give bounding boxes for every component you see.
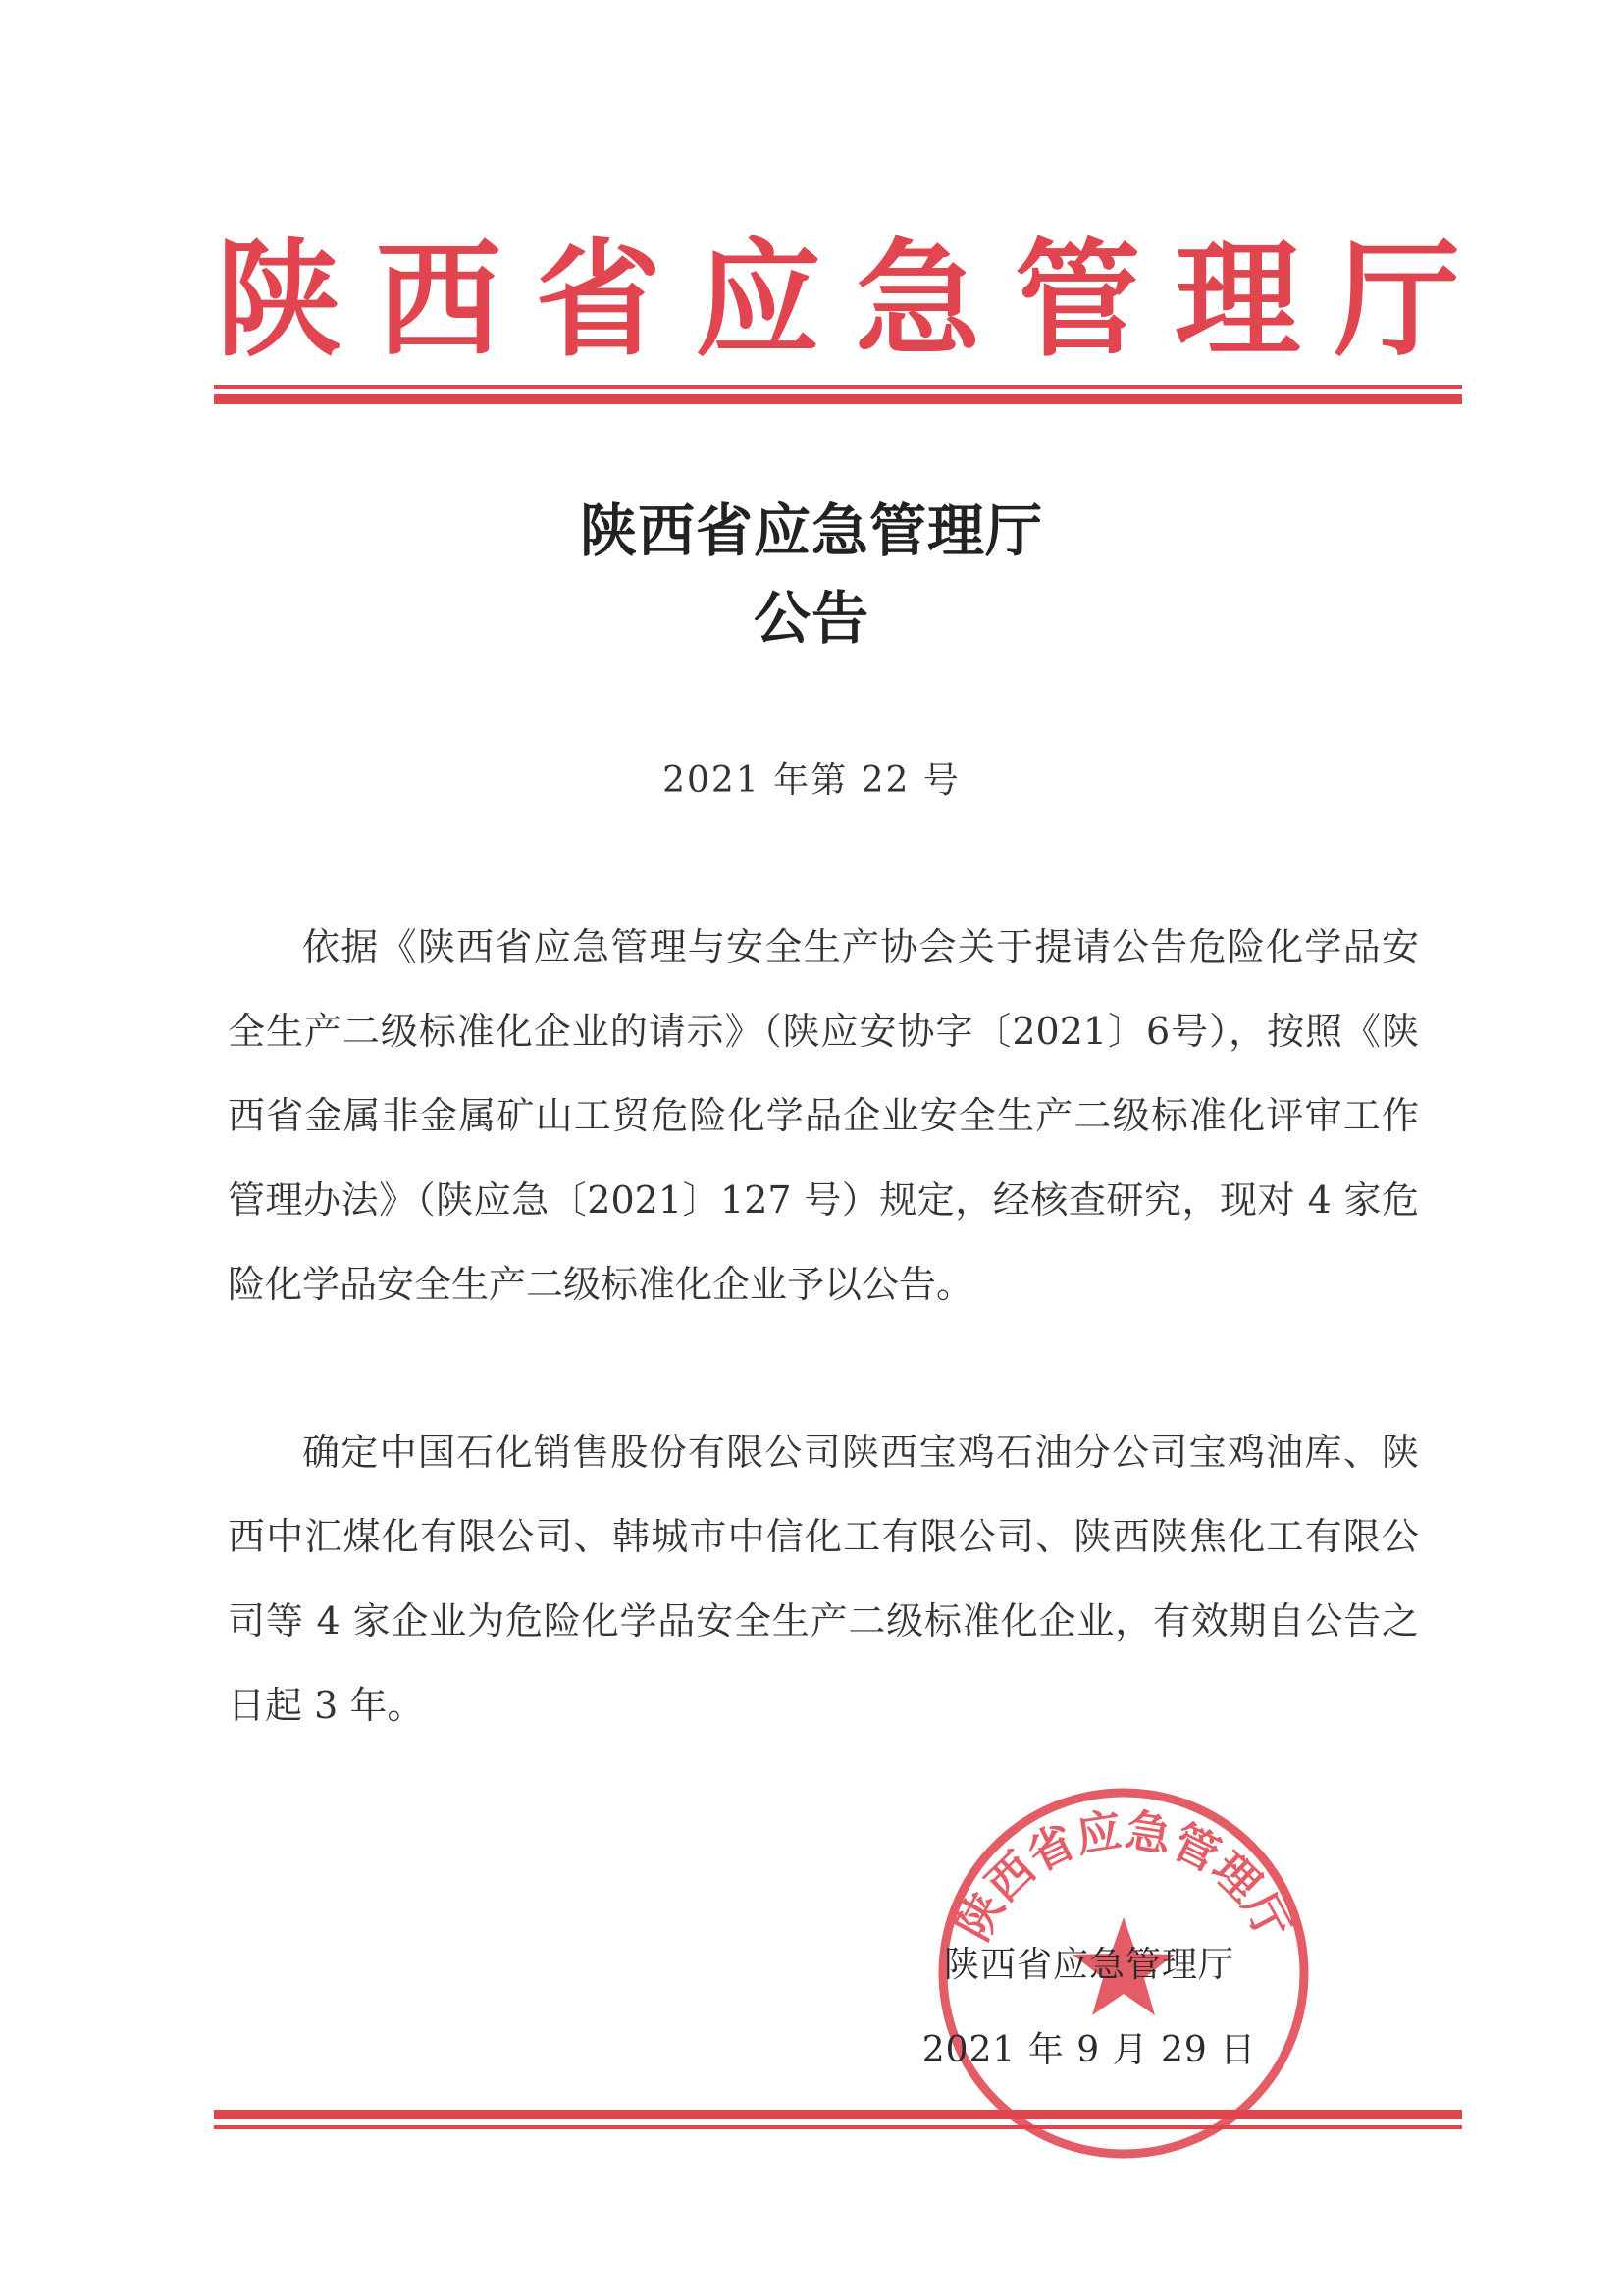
masthead-char: 省: [535, 228, 661, 374]
masthead-char: 急: [855, 228, 981, 374]
document-subtitle: 公告: [753, 585, 869, 652]
body-paragraph-2: [228, 1410, 1419, 1748]
footer-divider-thin: [214, 2125, 1462, 2129]
header-divider-thin: [214, 385, 1462, 389]
masthead-char: 管: [1015, 228, 1141, 374]
masthead-char: 理: [1175, 228, 1301, 374]
body-paragraph-1: [228, 905, 1419, 1327]
document-title: 陕西省应急管理厅: [579, 497, 1043, 564]
paragraph-text: 依据《陕西省应急管理与安全生产协会关于提请公告危险化学品安全生产二级标准化企业的请示》（陕应安协字〔2021〕6号），按照《陕西省金属非金属矿山工贸危险化学品企业安全生产二级标准化评审工作管理办法》（陕应急〔2021〕127 号）规定，经核查研究，现对 4 家危险化学品安全生产二级标准化企业予以公告。: [228, 925, 1419, 1306]
signature-organization: 陕西省应急管理厅: [943, 1945, 1234, 1985]
masthead-char: 厅: [1334, 228, 1460, 374]
seal-text: 陕西省应急管理厅: [946, 1802, 1301, 1950]
footer-divider-thick: [214, 2110, 1462, 2119]
document-number: 2021 年第 22 号: [662, 760, 961, 801]
paragraph-text: 确定中国石化销售股份有限公司陕西宝鸡石油分公司宝鸡油库、陕西中汇煤化有限公司、韩城市中信化工有限公司、陕西陕焦化工有限公司等 4 家企业为危险化学品安全生产二级标准化企业，有效期自公告之日起 3 年。: [228, 1431, 1419, 1727]
masthead-char: 应: [695, 228, 821, 374]
masthead: [216, 218, 1460, 385]
header-divider-thick: [214, 394, 1462, 404]
masthead-char: 陕: [216, 228, 342, 374]
masthead-char: 西: [375, 228, 501, 374]
signature-date: 2021 年 9 月 29 日: [921, 2030, 1257, 2070]
